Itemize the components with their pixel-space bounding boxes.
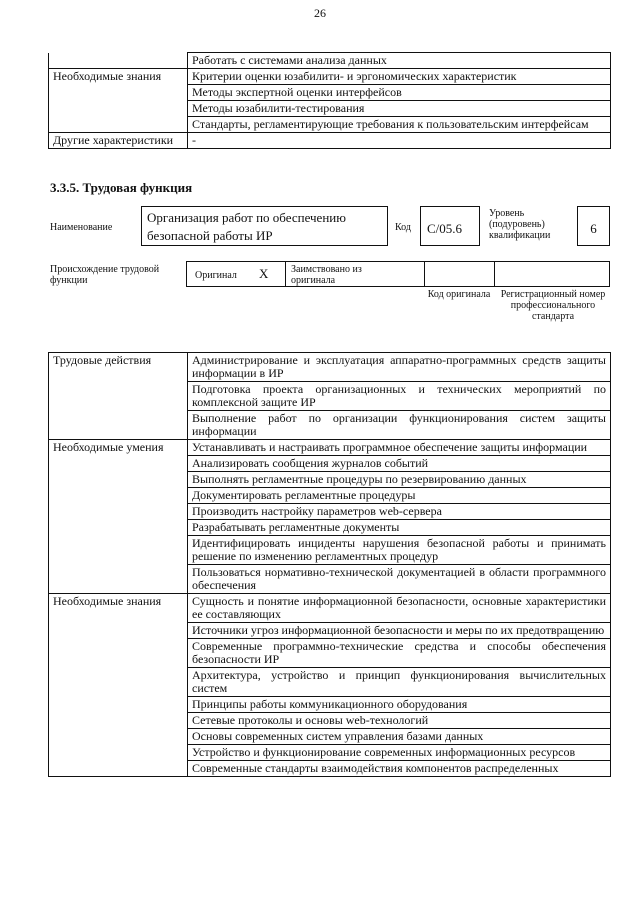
- row-value: -: [188, 133, 611, 149]
- section-item: Современные стандарты взаимодействия компонентов распределенных: [188, 761, 611, 777]
- name-box: [141, 206, 388, 246]
- section-item: Основы современных систем управления базами данных: [188, 729, 611, 745]
- section-item: Анализировать сообщения журналов событий: [188, 456, 611, 472]
- original-mark: X: [259, 266, 269, 281]
- code-value: С/05.6: [427, 221, 463, 236]
- row-label: [49, 117, 188, 133]
- row-label: Необходимые знания: [49, 69, 188, 85]
- section-item: Сетевые протоколы и основы web-технологий: [188, 713, 611, 729]
- name-label: Наименование: [50, 222, 113, 233]
- section-item: Источники угроз информационной безопасности и меры по их предотвращению: [188, 623, 611, 639]
- top-requirements-table: [48, 52, 611, 149]
- section-item: Принципы работы коммуникационного оборудования: [188, 697, 611, 713]
- name-value: Организация работ по обеспечению безопасной работы ИР: [147, 210, 346, 243]
- registration-caption: Регистрационный номер профессионального стандарта: [500, 289, 606, 322]
- table-row: [49, 353, 611, 382]
- code-original-caption: Код оригинала: [427, 289, 491, 300]
- section-item: Архитектура, устройство и принцип функционирования вычислительных систем: [188, 668, 611, 697]
- level-value: 6: [590, 221, 597, 236]
- section-item: Производить настройку параметров web-сервера: [188, 504, 611, 520]
- row-label: Другие характеристики: [49, 133, 188, 149]
- level-label: Уровень (подуровень) квалификации: [489, 208, 551, 241]
- table-row: [49, 101, 611, 117]
- table-row: [49, 133, 611, 149]
- original-label: Оригинал: [195, 270, 237, 281]
- table-row: [49, 594, 611, 623]
- level-box: [577, 206, 610, 246]
- section-item: Идентифицировать инциденты нарушения безопасной работы и принимать решение по изменению регламентных процедур: [188, 536, 611, 565]
- section-item: Выполнение работ по организации функционирования систем защиты информации: [188, 411, 611, 440]
- section-label: Необходимые умения: [49, 440, 188, 594]
- code-box: [420, 206, 480, 246]
- page-number: 26: [314, 6, 326, 20]
- origin-box: [186, 261, 610, 287]
- section-item: Устройство и функционирование современных информационных ресурсов: [188, 745, 611, 761]
- row-value: Критерии оценки юзабилити- и эргономических характеристик: [188, 69, 611, 85]
- section-item: Выполнять регламентные процедуры по резервированию данных: [188, 472, 611, 488]
- row-value: Методы юзабилити-тестирования: [188, 101, 611, 117]
- section-heading: 3.3.5. Трудовая функция: [50, 180, 193, 195]
- row-value: Стандарты, регламентирующие требования к пользовательским интерфейсам: [188, 117, 611, 133]
- table-row: [49, 69, 611, 85]
- section-item: Сущность и понятие информационной безопасности, основные характеристики ее составляющих: [188, 594, 611, 623]
- origin-label: Происхождение трудовой функции: [50, 264, 160, 286]
- section-item: Подготовка проекта организационных и технических мероприятий по комплексной защите ИР: [188, 382, 611, 411]
- section-item: Документировать регламентные процедуры: [188, 488, 611, 504]
- section-item: Администрирование и эксплуатация аппаратно-программных средств защиты информации в ИР: [188, 353, 611, 382]
- code-label: Код: [395, 222, 411, 233]
- section-label: Необходимые знания: [49, 594, 188, 777]
- borrowed-label: Заимствовано из оригинала: [291, 264, 362, 286]
- table-row: [49, 85, 611, 101]
- table-row: [49, 117, 611, 133]
- section-item: Разрабатывать регламентные документы: [188, 520, 611, 536]
- table-row: [49, 53, 611, 69]
- row-value: Работать с системами анализа данных: [188, 53, 611, 69]
- section-item: Современные программно-технические средства и способы обеспечения безопасности ИР: [188, 639, 611, 668]
- section-item: Пользоваться нормативно-технической документацией в области программного обеспечения: [188, 565, 611, 594]
- function-details-table: [48, 352, 611, 777]
- section-item: Устанавливать и настраивать программное обеспечение защиты информации: [188, 440, 611, 456]
- section-label: Трудовые действия: [49, 353, 188, 440]
- row-value: Методы экспертной оценки интерфейсов: [188, 85, 611, 101]
- row-label: [49, 53, 188, 69]
- row-label: [49, 85, 188, 101]
- row-label: [49, 101, 188, 117]
- table-row: [49, 440, 611, 456]
